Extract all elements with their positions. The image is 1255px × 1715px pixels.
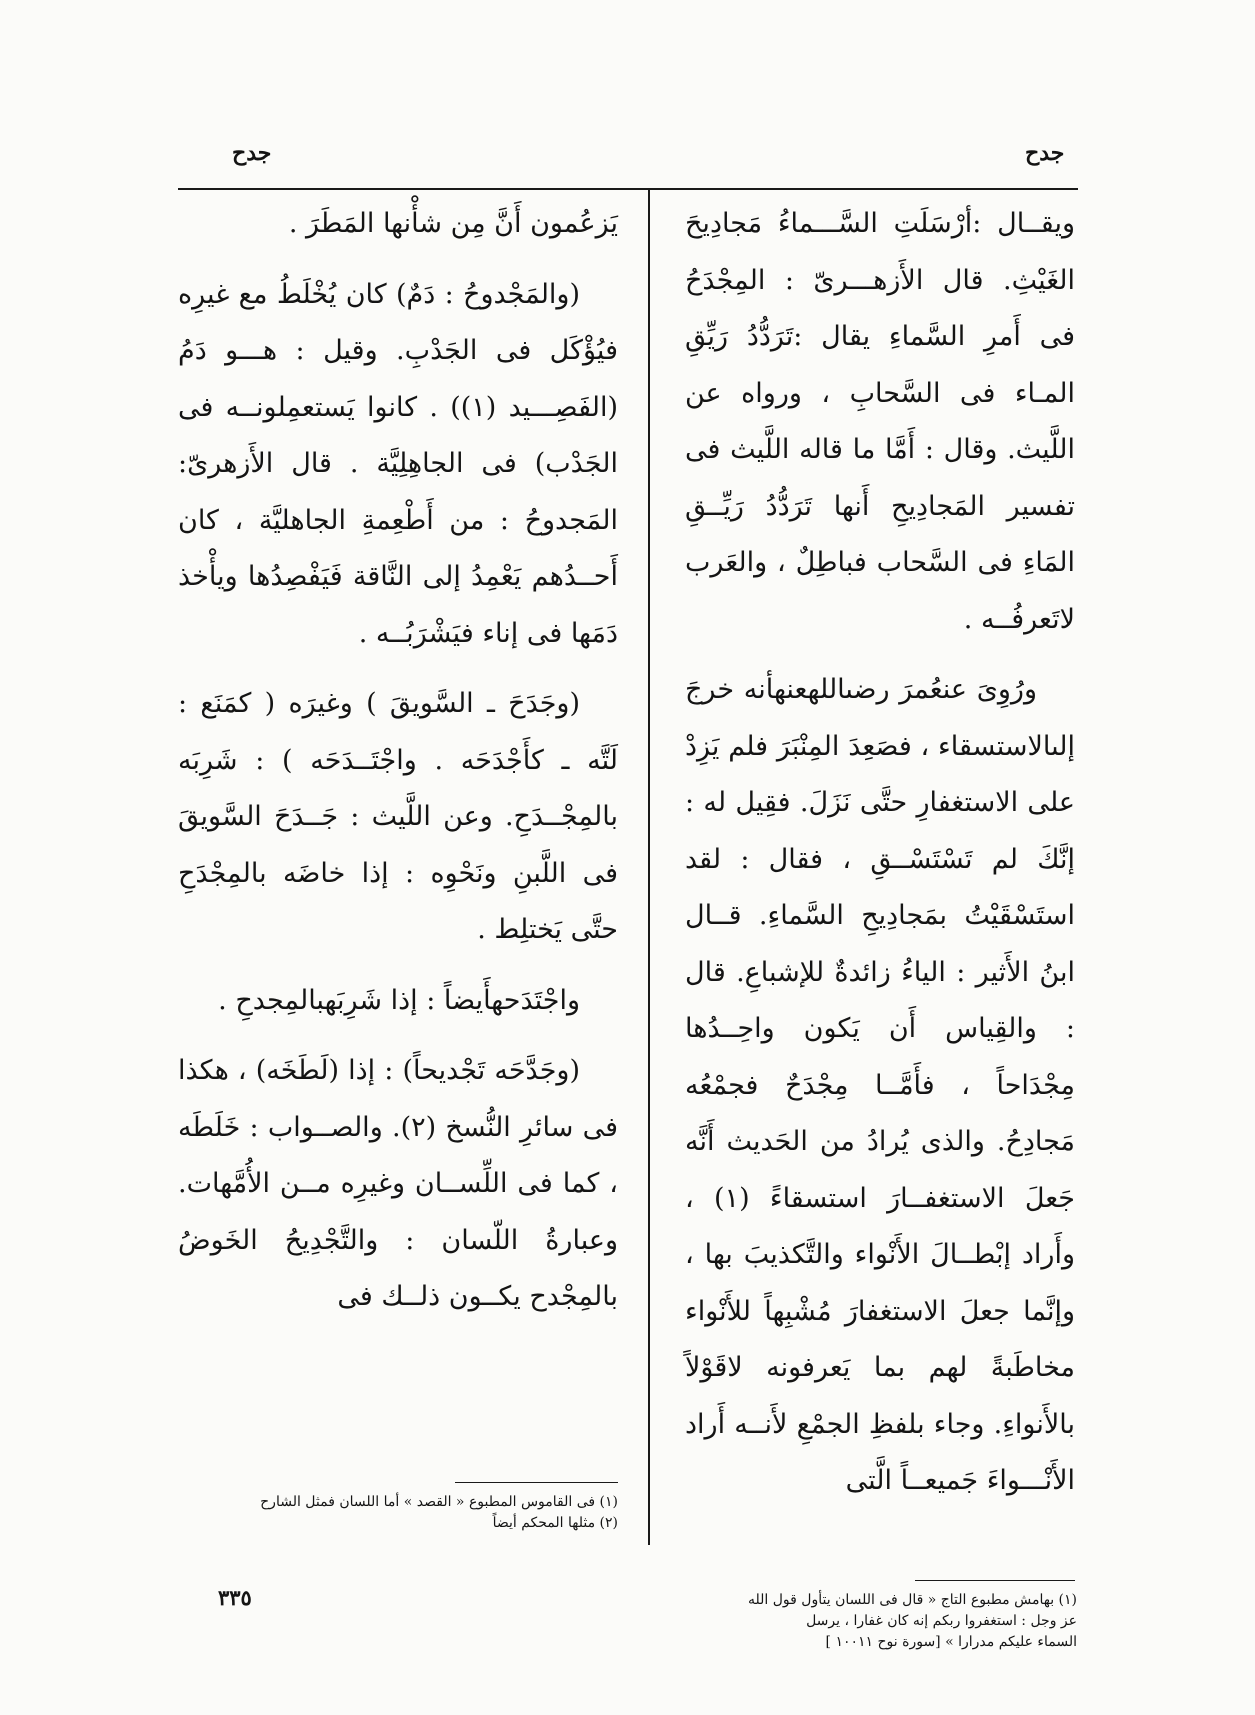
footnote-line: عز وجل : استغفروا ربكم إنه كان غفارا ، يرسل — [806, 1613, 1077, 1629]
left-paragraph-1: يَزعُمون أَنَّ مِن شأْنها المَطَرَ . — [288, 208, 618, 239]
left-paragraph-3: (وجَدَحَ ـ السَّويقَ ) وغيرَه ( كمَنَع : لَتَّه ـ كأَجْدَحَه . واجْتَــدَحَه ) : شَرِبَه بالمِجْــدَحِ. وعن اللَّيث : جَــدَحَ السَّويقَ فى اللَّبنِ ونَحْوِه : إذا خاضَه بالمِجْدَحِ حتَّى يَختلِط . — [178, 688, 618, 945]
footnotes-left — [178, 1492, 618, 1534]
footnote-line: (١) فى القاموس المطبوع « القصد » أما اللسان فمثل الشارح — [260, 1494, 618, 1510]
left-paragraph-5: (وجَدَّحَه تَجْديحاً) : إذا (لَطَخَه) ، هكذا فى سائرِ النُّسخ (٢). والصــواب : خَلَطَه ، كما فى اللِّســان وغيرِه مــن الأُمَّهات. وعبارةُ اللّسان : والتَّجْدِيحُ الخَوضُ بالمِجْدح يكــون ذلــك فى — [178, 1055, 618, 1312]
header-entry-word-left: جدح — [232, 140, 272, 166]
header-entry-word-right: جدح — [1025, 140, 1065, 166]
header-rule — [178, 188, 1078, 190]
footnotes-right — [685, 1590, 1077, 1653]
left-paragraph-4: واجْتَدَحهأَيضاً : إذا شَرِبَهبالمِجدحِ . — [218, 984, 580, 1016]
left-paragraph-2: (والمَجْدوحُ : دَمٌ) كان يُخْلَطُ مع غيرِه فيُؤْكَل فى الجَدْبِ. وقيل : هـــو دَمُ (الفَصِـــيد (١)) . كانوا يَستعمِلونــه فى الجَدْب) فى الجاهِلِيَّة . قال الأَزهرىّ: المَجدوحُ : من أَطْعِمةِ الجاهليَّة ، كان أَحــدُهم يَعْمِدُ إلى النَّاقة فَيَفْصِدُها ويأْخذ دَمَها فى إناء فيَشْرَبُــه . — [178, 278, 618, 649]
footnote-line: (٢) مثلها المحكم أيضاً — [492, 1515, 618, 1531]
footnote-rule-right — [915, 1580, 1075, 1581]
footnote-rule-left — [455, 1482, 618, 1483]
right-paragraph-2: ورُوِىَ عنعُمرَ رضىاللهعنهأنه خرجَ إلىالاستسقاء ، فصَعِدَ المِنْبَرَ فلم يَزِدْ على الاستغفارِ حتَّى نَزَلَ. فقِيل له : إنَّكَ لم تَسْتَسْــقِ ، فقال : لقد استَسْقَيْتُ بمَجادِيحِ السَّماءِ. قــال ابنُ الأَثير : الياءُ زائدةٌ للإشباعِ. قال : والقِياس أَن يَكون واحِــدُها مِجْدَاحاً ، فأَمَّــا مِجْدَحٌ فجمْعُه مَجادِحُ. والذى يُرادُ من الحَديث أَنَّه جَعلَ الاستغفــارَ استسقاءً (١) ، وأَراد إبْطــالَ الأَنْواء والتَّكذيبَ بها ، وإنَّما جعلَ الاستغفارَ مُشْبِهاً للأَنْواء مخاطَبةً لهم بما يَعرفونه لاقَوْلاً بالأَنواءِ. وجاء بلفظِ الجمْعِ لأَنــه أَراد الأَنْـــواءَ جَميعــاً الَّتى — [685, 674, 1075, 1496]
right-paragraph-1: ويقــال :أرْسَلَتِ السَّـــماءُ مَجادِيحَ الغَيْثِ. قال الأَزهـــرىّ : المِجْدَحُ فى أَمرِ السَّماءِ يقال :تَرَدُّدُ رَيِّقِ المـاء فى السَّحابِ ، ورواه عن اللَّيث. وقال : أَمَّا ما قاله اللَّيث فى تفسير المَجادِيحِ أَنها تَرَدُّدُ رَيِّــقِ المَاءِ فى السَّحاب فباطِلٌ ، والعَرب لاتَعرفُــه . — [685, 208, 1075, 635]
footnote-line: السماء عليكم مدرارا » [سورة نوح ١٠٠١١ ] — [825, 1634, 1077, 1650]
footnote-line: (١) بهامش مطبوع التاج « قال فى اللسان يتأول قول الله — [748, 1592, 1077, 1608]
column-divider — [648, 190, 650, 1545]
right-column — [685, 196, 1075, 1524]
left-column — [178, 196, 618, 1340]
page-number: ٣٣٥ — [218, 1585, 252, 1610]
